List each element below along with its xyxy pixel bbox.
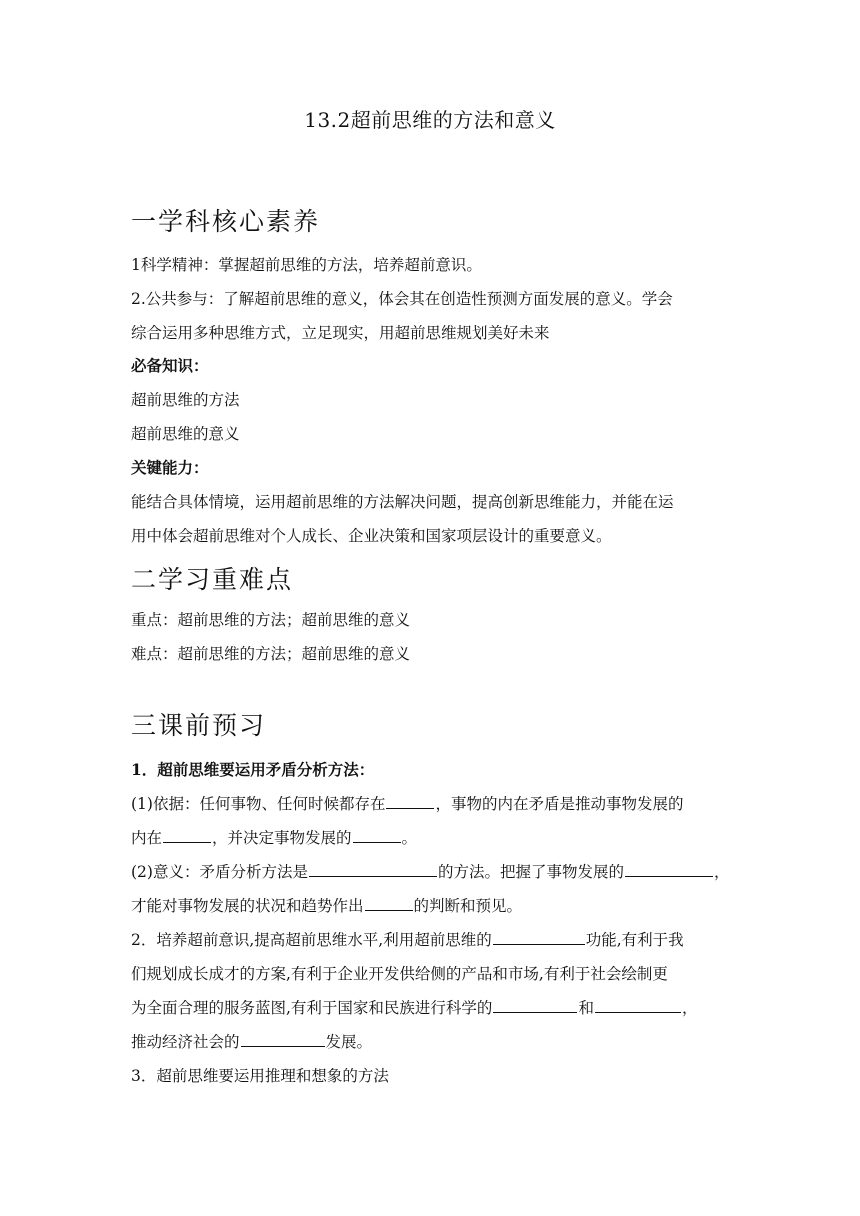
key-ability-line-1: 能结合具体情境，运用超前思维的方法解决问题，提高创新思维能力，并能在运 — [131, 493, 674, 511]
q1-p1-text-c: 内在 — [131, 829, 163, 847]
fill-blank[interactable] — [163, 826, 211, 843]
q2-text-a: 2．培养超前意识,提高超前思维水平,利用超前思维的 — [131, 931, 492, 949]
q2-text-d: 为全面合理的服务蓝图,有利于国家和民族进行科学的 — [131, 999, 493, 1017]
required-item-1: 超前思维的方法 — [131, 391, 240, 409]
q3-line: 3．超前思维要运用推理和想象的方法 — [131, 1067, 389, 1085]
q1-p2-text-e: 的判断和预见。 — [413, 897, 523, 915]
q1-part1-line1 — [131, 787, 741, 821]
required-item-2: 超前思维的意义 — [131, 425, 240, 443]
q2-text-h: 发展。 — [325, 1033, 373, 1051]
document-title: 13.2超前思维的方法和意义 — [304, 108, 556, 132]
q2-line2: 们规划成长成才的方案,有利于企业开发供给侧的产品和市场,有利于社会绘制更 — [131, 965, 668, 983]
q1-p2-text-d: 才能对事物发展的状况和趋势作出 — [131, 897, 364, 915]
q1-p2-text-a: (2)意义：矛盾分析方法是 — [131, 863, 308, 881]
q2-text-b: 功能,有利于我 — [585, 931, 684, 949]
q2-text-g: 推动经济社会的 — [131, 1033, 240, 1051]
section1-line-2: 2.公共参与：了解超前思维的意义，体会其在创造性预测方面发展的意义。学会 — [131, 290, 673, 308]
fill-blank[interactable] — [625, 860, 713, 877]
fill-blank[interactable] — [241, 1030, 325, 1047]
q1-p1-text-d: ，并决定事物发展的 — [212, 829, 352, 847]
key-ability-label: 关键能力： — [131, 458, 209, 477]
q1-title: 1．超前思维要运用矛盾分析方法： — [131, 760, 375, 779]
fill-blank[interactable] — [493, 928, 585, 945]
section1-line-1: 1科学精神：掌握超前思维的方法，培养超前意识。 — [131, 256, 482, 274]
q2-text-e: 和 — [578, 999, 594, 1017]
q2-line4 — [131, 1025, 741, 1059]
section1-line-3: 综合运用多种思维方式，立足现实，用超前思维规划美好未来 — [131, 324, 550, 342]
fill-blank[interactable] — [386, 792, 434, 809]
q1-p1-text-b: ，事物的内在矛盾是推动事物发展的 — [435, 795, 684, 813]
section3-heading: 三课前预习 — [131, 711, 267, 740]
q1-p1-text-a: (1)依据：任何事物、任何时候都存在 — [131, 795, 386, 813]
section2-heading: 二学习重难点 — [131, 565, 294, 594]
fill-blank[interactable] — [365, 894, 413, 911]
required-knowledge-label: 必备知识： — [131, 356, 209, 375]
fill-blank[interactable] — [353, 826, 401, 843]
q2-line3 — [131, 991, 741, 1025]
q2-line1 — [131, 923, 741, 957]
key-ability-line-2: 用中体会超前思维对个人成长、企业决策和国家项层设计的重要意义。 — [131, 527, 612, 545]
q1-p2-text-b: 的方法。把握了事物发展的 — [437, 863, 624, 881]
difficult-point-line: 难点：超前思维的方法；超前思维的意义 — [131, 645, 411, 663]
fill-blank[interactable] — [493, 996, 577, 1013]
q1-p1-text-e: 。 — [401, 829, 418, 847]
section1-heading: 一学科核心素养 — [131, 207, 321, 236]
q2-text-f: ， — [681, 999, 698, 1017]
q1-p2-text-c: ， — [713, 863, 730, 881]
q1-part1-line2 — [131, 821, 741, 855]
key-point-line: 重点：超前思维的方法；超前思维的意义 — [131, 611, 411, 629]
fill-blank[interactable] — [309, 860, 437, 877]
q1-part2-line2 — [131, 889, 741, 923]
q1-part2-line1 — [131, 855, 741, 889]
fill-blank[interactable] — [595, 996, 681, 1013]
